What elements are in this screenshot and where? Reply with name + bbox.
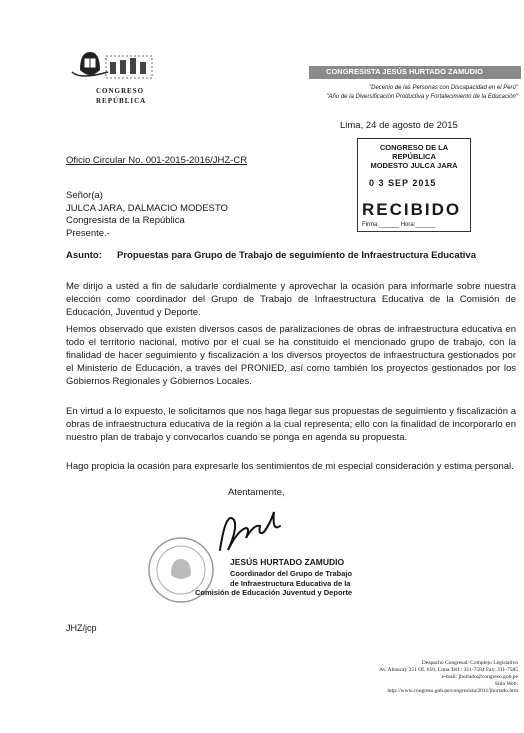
asunto-text: Propuestas para Grupo de Trabajo de seguimiento de Infraestructura Educativa xyxy=(117,250,476,261)
signer-role-line3: Comisión de Educación Juventud y Deporte xyxy=(195,588,353,597)
stamp-date: 0 3 SEP 2015 xyxy=(369,178,437,188)
decenio-line1: "Decenio de las Personas con Discapacidad en el Perú" xyxy=(368,85,518,91)
stamp-line1: CONGRESO DE LA REPÚBLICA xyxy=(379,143,449,161)
decenio-text xyxy=(290,84,518,102)
closing: Atentamente, xyxy=(228,487,285,498)
congreso-wordmark xyxy=(96,86,166,106)
stamp-line2: MODESTO JULCA JARA xyxy=(370,161,458,170)
asunto-label: Asunto: xyxy=(66,250,102,261)
footer-line2: Av. Abancay 251 Of. 610, Lima Telf.: 311-7584 Fax: 311-7585 xyxy=(379,667,518,673)
footer-line5: http://www.congreso.gob.pe/congresista/2011/jhurtado.htm xyxy=(387,688,518,694)
oficio-number: Oficio Circular No. 001-2015-2016/JHZ-CR xyxy=(66,155,248,166)
addressee-salutation: Señor(a) xyxy=(66,190,103,201)
congreso-line1: CONGRESO xyxy=(96,87,145,95)
paragraph-2: Hemos observado que existen diversos casos de paralizaciones de obras de infraestructura educativa en todo el territorio nacional, motivo por el cual se ha constituido el mencionado grupo de trabajo, con la finalidad de hacer seguimiento y fiscalización a los diversos proyectos de infraestructura gestionados por el Ministerio de Educación, a través del PRONIED, así como también los proyectos gestionados por los Gobiernos Regionales y Gobiernos Locales. xyxy=(66,324,516,387)
date-line: Lima, 24 de agosto de 2015 xyxy=(340,120,458,131)
stamp-signature-line: Firma:______ Hora:______ xyxy=(362,222,436,228)
footer-contact xyxy=(290,660,518,695)
footer-line4: Sitio Web: xyxy=(494,681,518,687)
header-bar xyxy=(309,66,521,79)
addressee-presente: Presente.- xyxy=(66,227,110,239)
paragraph-3: En virtud a lo expuesto, le solicitamos que nos haga llegar sus propuestas de seguimiento y fiscalización a obras de infraestructura educativa de la región a la cual representa; ello con la finalidad de incorporarlo en nuestro plan de trabajo y convocarlos cuando se ponga en agenda su propuesta. xyxy=(66,406,516,443)
stamp-hora-label: Hora: xyxy=(400,222,416,228)
stamp-header xyxy=(364,143,464,170)
congreso-line2: REPÚBLICA xyxy=(96,97,147,105)
signer-role-line1: Coordinador del Grupo de Trabajo xyxy=(230,569,353,578)
paragraph-4: Hago propicia la ocasión para expresarle los sentimientos de mi especial consideración y estima personal. xyxy=(66,461,514,472)
congresista-name-banner: CONGRESISTA JESÚS HURTADO ZAMUDIO xyxy=(326,67,483,76)
stamp-recibido: RECIBIDO xyxy=(362,200,462,219)
paragraph-1: Me dirijo a usted a fin de saludarle cordialmente y aprovechar la ocasión para informarle sobre nuestra elección como coordinador del Grupo de Trabajo de Infraestructura Educativa de la Comisión de Educación, Juventud y Deporte. xyxy=(66,281,516,318)
addressee-name: JULCA JARA, DALMACIO MODESTO xyxy=(66,202,228,214)
addressee-title: Congresista de la República xyxy=(66,215,185,226)
signer-name: JESÚS HURTADO ZAMUDIO xyxy=(230,557,345,567)
footer-line1: Despacho Congresal: Complejo Legislativo xyxy=(421,660,518,666)
footer-line3: e-mail: jhurtado@congreso.gob.pe xyxy=(441,674,518,680)
decenio-line2: "Año de la Diversificación Productiva y Fortalecimiento de la Educación" xyxy=(326,94,518,100)
stamp-firma-label: Firma: xyxy=(362,222,379,228)
addressee-block xyxy=(66,190,228,240)
handwritten-signature xyxy=(200,500,310,565)
initials: JHZ/jcp xyxy=(66,623,97,633)
signer-role-line2: de Infraestructura Educativa de la xyxy=(230,579,351,588)
signer-role xyxy=(230,569,360,589)
